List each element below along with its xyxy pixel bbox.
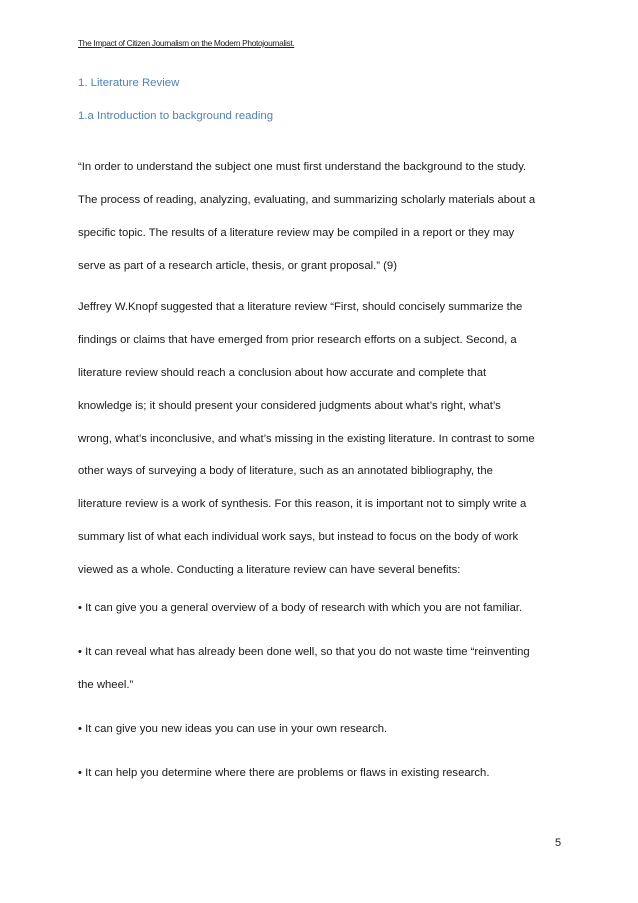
text-line: serve as part of a research article, thesis, or grant proposal.” (9) [78,259,397,272]
text-line: literature review should reach a conclusion about how accurate and complete that [78,366,487,379]
text-line: Jeffrey W.Knopf suggested that a literature review “First, should concisely summarize the [78,301,523,313]
text-line: “In order to understand the subject one must first understand the background to the study. [78,161,527,173]
knopf-paragraph [78,291,568,587]
text-line: • It can give you new ideas you can use in your own research. [78,723,388,735]
section-heading: 1. Literature Review [78,77,180,89]
text-line: specific topic. The results of a literature review may be compiled in a report or they may [78,226,515,239]
text-line: The process of reading, analyzing, evaluating, and summarizing scholarly materials about a [78,193,536,206]
bullet-item [78,757,568,790]
text-line: other ways of surveying a body of literature, such as an annotated bibliography, the [78,465,493,478]
text-line: • It can help you determine where there are problems or flaws in existing research. [78,767,490,779]
bullet-item [78,592,568,625]
bullet-item [78,636,568,702]
text-line: findings or claims that have emerged from prior research efforts on a subject. Second, a [78,333,517,346]
text-line: wrong, what’s inconclusive, and what’s missing in the existing literature. In contrast to some [78,432,535,445]
text-line: viewed as a whole. Conducting a literature review can have several benefits: [78,564,461,577]
text-line: literature review is a work of synthesis. For this reason, it is important not to simply write a [78,498,527,511]
text-line: • It can give you a general overview of a body of research with which you are not familiar. [78,602,523,614]
text-line: • It can reveal what has already been done well, so that you do not waste time “reinventing [78,646,530,658]
text-line: knowledge is; it should present your considered judgments about what’s right, what’s [78,399,501,412]
text-line: summary list of what each individual work says, but instead to focus on the body of work [78,531,519,544]
bullet-item [78,713,568,746]
page-number: 5 [555,837,562,849]
subsection-heading: 1.a Introduction to background reading [78,110,274,122]
text-line: the wheel.” [78,678,134,691]
running-header: The Impact of Citizen Journalism on the Modern Photojournalist. [78,38,295,48]
quote-paragraph [78,151,568,283]
